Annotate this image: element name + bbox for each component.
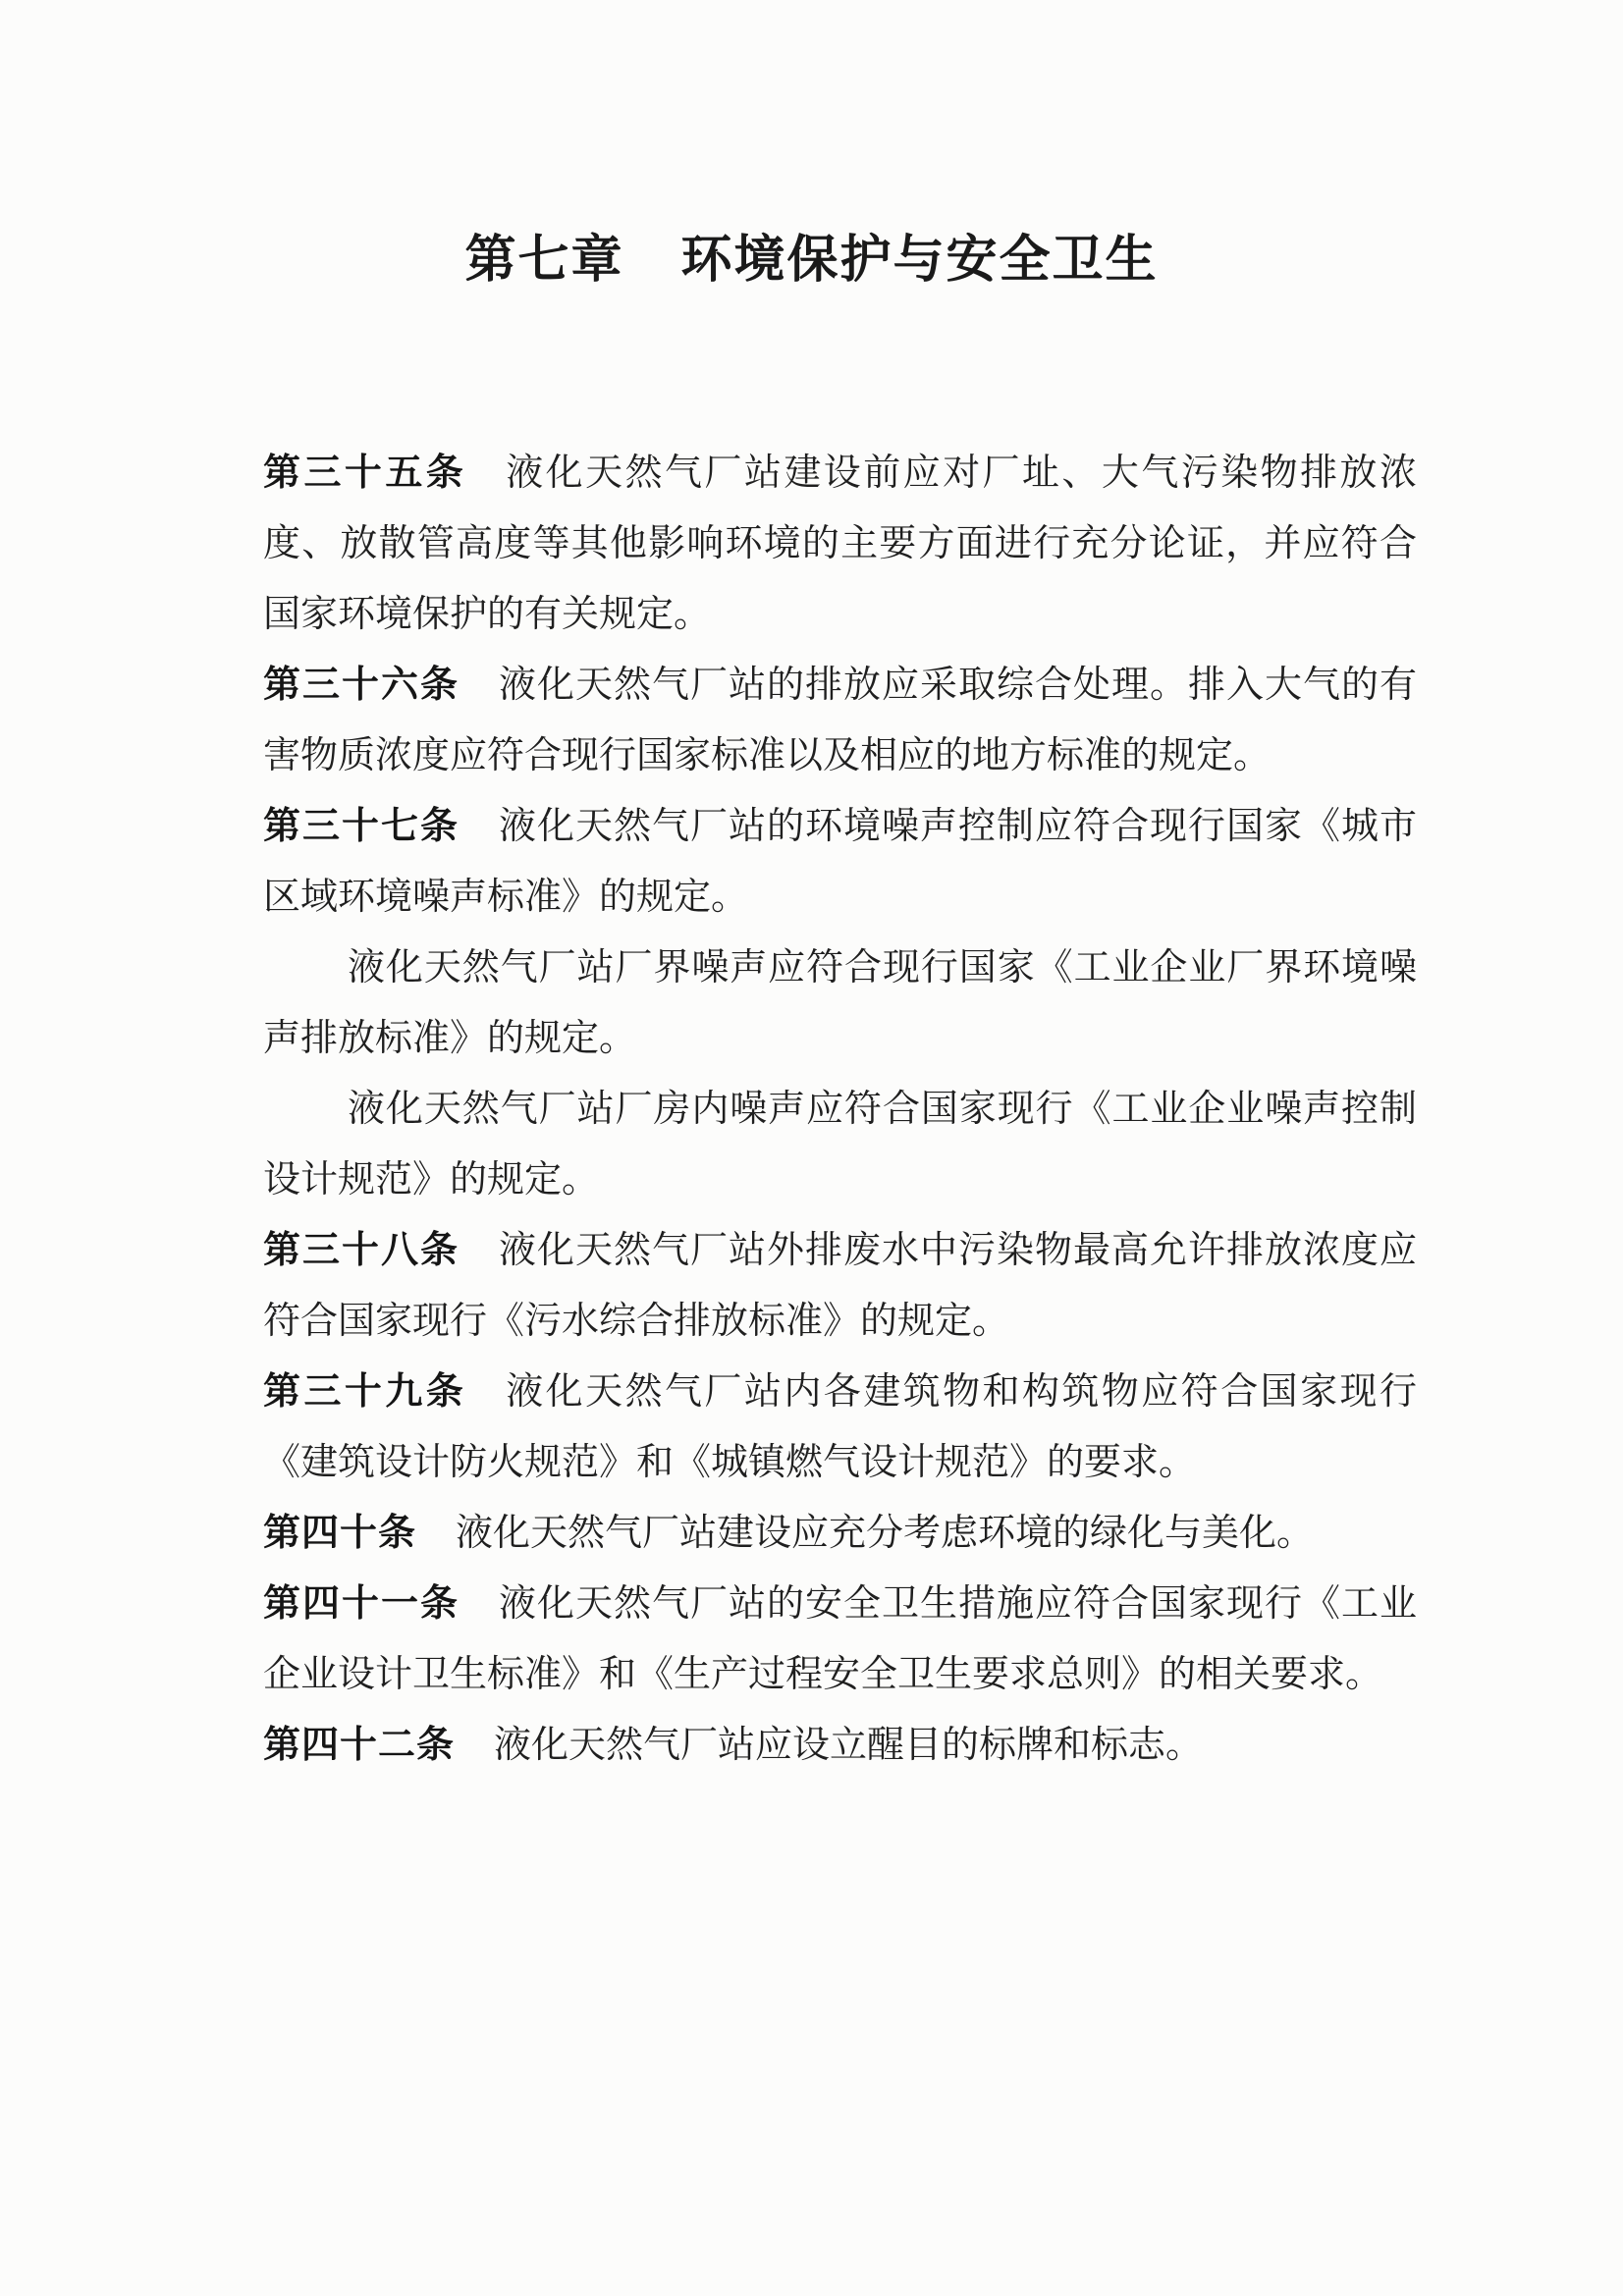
chapter-title [0, 218, 1623, 292]
article-41 [263, 1568, 1417, 1709]
article-text: 液化天然气厂站的安全卫生措施应符合国家现行《工业企业设计卫生标准》和《生产过程安全卫生要求总则》的相关要求。 [263, 1581, 1417, 1695]
article-number: 第三十五条 [263, 451, 467, 494]
article-number: 第三十九条 [263, 1369, 467, 1413]
article-37-paragraph-2: 液化天然气厂站厂界噪声应符合现行国家《工业企业厂界环境噪声排放标准》的规定。 [263, 945, 1417, 1059]
chapter-number: 第七章 [464, 231, 624, 290]
article-39 [263, 1356, 1417, 1497]
article-text: 液化天然气厂站的环境噪声控制应符合现行国家《城市区域环境噪声标准》的规定。 [263, 804, 1417, 918]
article-number: 第四十条 [263, 1511, 417, 1554]
article-text: 液化天然气厂站内各建筑物和构筑物应符合国家现行《建筑设计防火规范》和《城镇燃气设计规范》的要求。 [263, 1369, 1417, 1483]
article-37 [263, 790, 1417, 932]
article-number: 第三十八条 [263, 1228, 460, 1271]
chapter-name: 环境保护与安全卫生 [680, 231, 1159, 290]
article-text: 液化天然气厂站的排放应采取综合处理。排入大气的有害物质浓度应符合现行国家标准以及相应的地方标准的规定。 [263, 663, 1417, 776]
article-number: 第三十六条 [263, 663, 460, 706]
article-number: 第四十一条 [263, 1581, 460, 1625]
article-text: 液化天然气厂站建设应充分考虑环境的绿化与美化。 [456, 1511, 1315, 1554]
article-38 [263, 1214, 1417, 1356]
article-35 [263, 437, 1417, 649]
chapter-body [263, 437, 1417, 1780]
article-42 [263, 1709, 1417, 1780]
article-number: 第三十七条 [263, 804, 460, 847]
article-text: 液化天然气厂站建设前应对厂址、大气污染物排放浓度、放散管高度等其他影响环境的主要方面进行充分论证，并应符合国家环境保护的有关规定。 [263, 451, 1417, 635]
article-40 [263, 1497, 1417, 1568]
article-36 [263, 649, 1417, 790]
article-text: 液化天然气厂站应设立醒目的标牌和标志。 [494, 1723, 1204, 1766]
article-37-paragraph-3: 液化天然气厂站厂房内噪声应符合国家现行《工业企业噪声控制设计规范》的规定。 [263, 1087, 1417, 1201]
article-number: 第四十二条 [263, 1723, 456, 1766]
article-text: 液化天然气厂站外排废水中污染物最高允许排放浓度应符合国家现行《污水综合排放标准》的规定。 [263, 1228, 1417, 1342]
